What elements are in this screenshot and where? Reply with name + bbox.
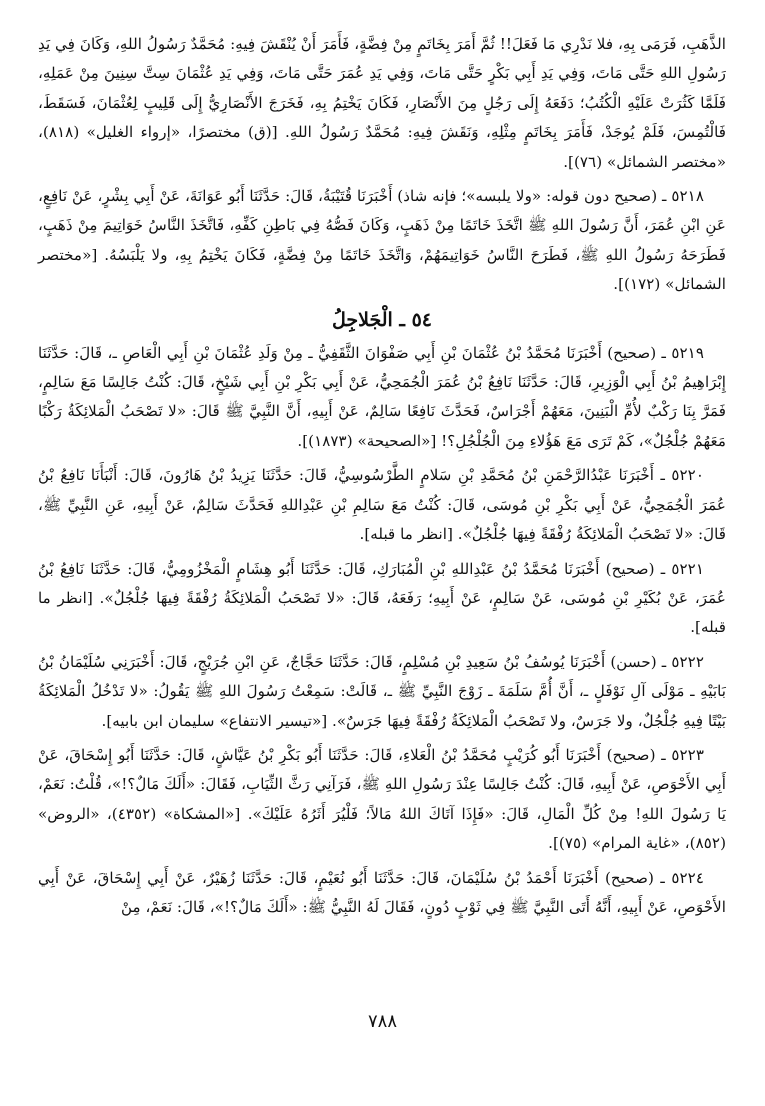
hadith-5224: ٥٢٢٤ ـ (صحيح) أَخْبَرَنَا أَحْمَدُ بْنُ سُلَيْمَانَ، قَالَ: حَدَّثَنَا أَبُو نُعَيْمٍ، قَالَ: حَدَّثَنَا زُهَيْرٌ، عَنْ أَبِي إِسْحَاقَ، عَنْ أَبِي الأَحْوَصِ، عَنْ أَبِيهِ، أَنَّهُ أَتَى النَّبِيَّ ﷺ فِي ثَوْبٍ دُونٍ، فَقَالَ لَهُ النَّبِيُّ ﷺ: «أَلَكَ مَالٌ؟!»، قَالَ: نَعَمْ، مِنْ (38, 868, 726, 916)
hadith-5218: ٥٢١٨ ـ (صحيح دون قوله: «ولا يلبسه»؛ فإنه شاذ) أَخْبَرَنَا قُتَيْبَةُ، قَالَ: حَدَّثَنَا أَبُو عَوَانَةَ، عَنْ أَبِي بِشْرٍ، عَنْ نَافِعٍ، عَنِ ابْنِ عُمَرَ، أَنَّ رَسُولَ اللهِ ﷺ اتَّخَذَ خَاتَمًا مِنْ ذَهَبٍ، وَكَانَ فَصُّهُ فِي بَاطِنِ كَفِّهِ، فَاتَّخَذَ النَّاسُ خَوَاتِيمَ مِنْ ذَهَبٍ، فَطَرَحَهُ رَسُولُ اللهِ ﷺ، فَطَرَحَ النَّاسُ خَوَاتِيمَهُمْ، وَاتَّخَذَ خَاتَمًا مِنْ فِضَّةٍ، فَكَانَ يَخْتِمُ بِهِ، ولا يَلْبَسُهُ. [«مختصر الشمائل» (١٧٢)]. (38, 187, 726, 294)
hadith-5222: ٥٢٢٢ ـ (حسن) أَخْبَرَنَا يُوسُفُ بْنُ سَعِيدِ بْنِ مُسْلِمٍ، قَالَ: حَدَّثَنَا حَجَّاجٌ، عَنِ ابْنِ جُرَيْجٍ، قَالَ: أَخْبَرَنِي سُلَيْمَانُ بْنُ بَابَيْهِ ـ مَوْلَى آلِ نَوْفَلٍ ـ، أَنَّ أُمَّ سَلَمَةَ ـ زَوْجَ النَّبِيِّ ﷺ ـ، قَالَتْ: سَمِعْتُ رَسُولَ اللهِ ﷺ يَقُولُ: «لا تَدْخُلُ الْمَلائِكَةُ بَيْتًا فِيهِ جُلْجُلٌ، ولا جَرَسٌ، ولا تَصْحَبُ الْمَلائِكَةُ رُفْقَةً فِيهَا جَرَسٌ». [«تيسير الانتفاع» سليمان ابن بابيه]. (38, 652, 726, 730)
page-number: ٧٨٨ (367, 1011, 397, 1032)
hadith-5219: ٥٢١٩ ـ (صحيح) أَخْبَرَنَا مُحَمَّدُ بْنُ عُثْمَانَ بْنِ أَبِي صَفْوَانَ الثَّقَفِيُّ ـ مِنْ وَلَدِ عُثْمَانَ بْنِ أَبِي الْعَاصِ ـ، قَالَ: حَدَّثَنَا إِبْرَاهِيمُ بْنُ أَبِي الْوَزِيرِ، قَالَ: حَدَّثَنَا نَافِعُ بْنُ عُمَرَ الْجُمَحِيُّ، عَنْ أَبِي بَكْرِ بْنِ أَبِي شَيْخٍ، قَالَ: كُنْتُ جَالِسًا مَعَ سَالِمٍ، فَمَرَّ بِنَا رَكْبٌ لأُمِّ الْبَنِينَ، مَعَهُمْ أَجْرَاسٌ، فَحَدَّثَ نَافِعًا سَالِمٌ، عَنْ أَبِيهِ، أَنَّ النَّبِيَّ ﷺ قَالَ: «لا تَصْحَبُ الْمَلائِكَةُ رَكْبًا مَعَهُمْ جُلْجُلٌ»، كَمْ تَرَى مَعَ هَؤُلاءِ مِنَ الْجُلْجُلِ؟! [«الصحيحة» (١٨٧٣)]. (38, 343, 726, 450)
hadith-5221: ٥٢٢١ ـ (صحيح) أَخْبَرَنَا مُحَمَّدُ بْنُ عَبْدِاللهِ بْنِ الْمُبَارَكِ، قَالَ: حَدَّثَنَا أَبُو هِشَامٍ الْمَخْزُومِيُّ، قَالَ: حَدَّثَنَا نَافِعُ بْنُ عُمَرَ، عَنْ بُكَيْرِ بْنِ مُوسَى، عَنْ سَالِمٍ، عَنْ أَبِيهِ؛ رَفَعَهُ، قَالَ: «لا تَصْحَبُ الْمَلائِكَةُ رُفْقَةً فِيهَا جُلْجُلٌ». [انظر ما قبله]. (38, 559, 726, 637)
page-body (38, 30, 726, 927)
paragraph-continued: الذَّهَبِ، فَرَمَى بِهِ، فلا نَدْرِي مَا فَعَلَ!! ثُمَّ أَمَرَ بِخَاتَمٍ مِنْ فِضَّةٍ، فَأَمَرَ أَنْ يُنْقَشَ فِيهِ: مُحَمَّدٌ رَسُولُ اللهِ، وَكَانَ فِي يَدِ رَسُولِ اللهِ حَتَّى مَاتَ، وَفِي يَدِ أَبِي بَكْرٍ حَتَّى مَاتَ، وَفِي يَدِ عُمَرَ حَتَّى مَاتَ، وَفِي يَدِ عُثْمَانَ سِتَّ سِنِينَ مِنْ عَمَلِهِ، فَلَمَّا كَثُرَتْ عَلَيْهِ الْكُتُبُ؛ دَفَعَهُ إِلَى رَجُلٍ مِنَ الأَنْصَارِ، فَكَانَ يَخْتِمُ بِهِ، فَخَرَجَ الأَنْصَارِيُّ إِلَى قَلِيبٍ لِعُثْمَانَ، فَسَقَطَ، فَالْتُمِسَ، فَلَمْ يُوجَدْ، فَأَمَرَ بِخَاتَمٍ مِثْلِهِ، وَنَقَشَ فِيهِ: مُحَمَّدٌ رَسُولُ اللهِ. [(ق) مختصرًا، «إرواء الغليل» (٨١٨)، «مختصر الشمائل» (٧٦)]. (38, 35, 726, 171)
section-heading: ٥٤ ـ الْجَلاجِلُ (331, 308, 433, 331)
hadith-5220: ٥٢٢٠ ـ أَخْبَرَنَا عَبْدُالرَّحْمَنِ بْنُ مُحَمَّدِ بْنِ سَلامٍ الطَّرْسُوسِيُّ، قَالَ: حَدَّثَنَا يَزِيدُ بْنُ هَارُونَ، قَالَ: أَنْبَأَنَا نَافِعُ بْنُ عُمَرَ الْجُمَحِيُّ، عَنْ أَبِي بَكْرِ بْنِ مُوسَى، قَالَ: كُنْتُ مَعَ سَالِمِ بْنِ عَبْدِاللهِ فَحَدَّثَ سَالِمٌ، عَنْ أَبِيهِ، عَنِ النَّبِيِّ ﷺ، قَالَ: «لا تَصْحَبُ الْمَلائِكَةُ رُفْقَةً فِيهَا جُلْجُلٌ». [انظر ما قبله]. (38, 466, 726, 544)
hadith-5223: ٥٢٢٣ ـ (صحيح) أَخْبَرَنَا أَبُو كُرَيْبٍ مُحَمَّدُ بْنُ الْعَلاءِ، قَالَ: حَدَّثَنَا أَبُو بَكْرِ بْنُ عَيَّاشٍ، قَالَ: حَدَّثَنَا أَبُو إِسْحَاقَ، عَنْ أَبِي الأَحْوَصِ، عَنْ أَبِيهِ، قَالَ: كُنْتُ جَالِسًا عِنْدَ رَسُولِ اللهِ ﷺ، فَرَآنِي رَثَّ الثِّيَابِ، فَقَالَ: «أَلَكَ مَالٌ؟!»، قُلْتُ: نَعَمْ، يَا رَسُولَ اللهِ! مِنْ كُلِّ الْمَالِ، قَالَ: «فَإِذَا آتَاكَ اللهُ مَالاً؛ فَلْيُرَ أَثَرُهُ عَلَيْكَ». [«المشكاة» (٤٣٥٢)، «الروض» (٨٥٢)، «غاية المرام» (٧٥)]. (38, 745, 726, 853)
